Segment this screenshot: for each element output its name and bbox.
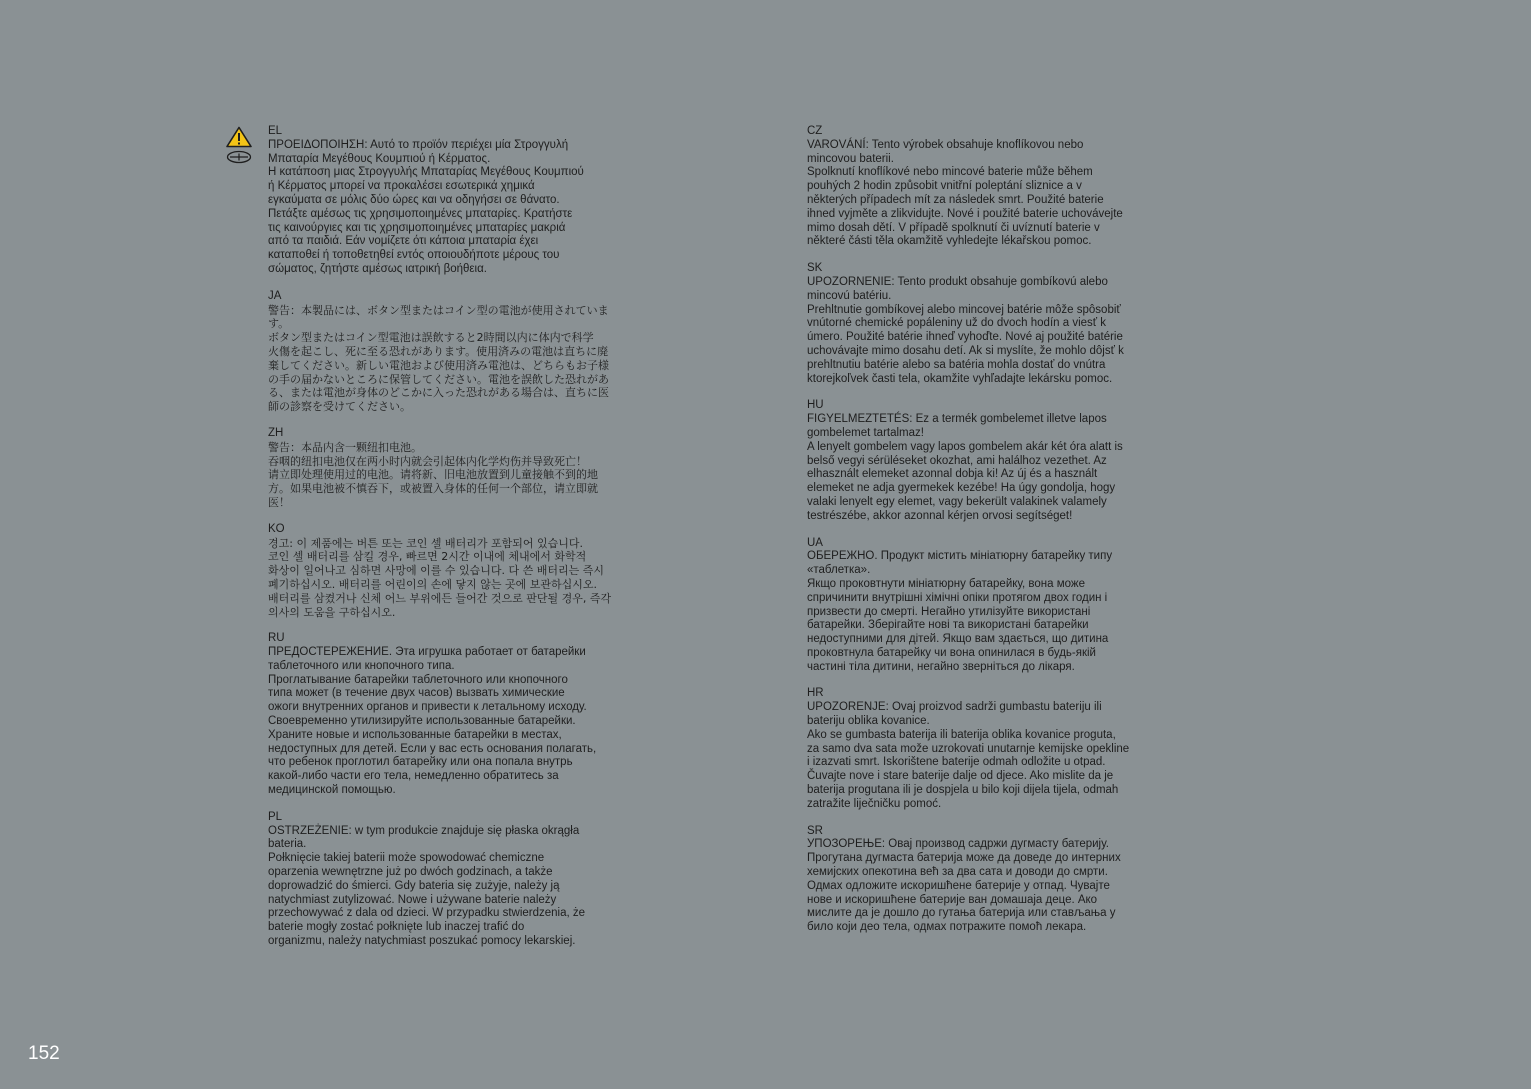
language-section-zh (268, 427, 658, 510)
language-code: HU (807, 399, 824, 412)
language-code: CZ (807, 125, 823, 137)
warning-body: Прогутана дугмаста батерија може да доведе до интерних хемијских опекотина већ за два сата и доводи до смрти. Одмах одложите искоришћене батерије у отпад. Чувајте нове и искоришћене батерије ван домашаја деце. Ако мислите да је дошло до гутања батерија или стављања у било који део тела, одмах потражите помоћ лекара. (807, 852, 1121, 934)
language-code: PL (268, 810, 283, 823)
warning-body: Ako se gumbasta baterija ili baterija oblika kovanice proguta, za samo dva sata može uzrokovati unutarnje kemijske opekline i izazvati smrt. Iskorištene baterije odmah odložite u otpad. Čuvajte nove i stare baterije dalje od djece. Ako mislite da je baterija progutana ili je dospjela u bilo koji dijela tijela, odmah zatražite liječničku pomoć. (807, 728, 1130, 810)
language-section-pl (268, 811, 658, 949)
warning-statement: ОБЕРЕЖНО. Продукт містить мініатюрну батарейку типу «таблетка». (807, 550, 1113, 577)
warning-body: ボタン型またはコイン型電池は誤飲すると2時間以内に体内で科学 火傷を起こし、死に至る恐れがあります。使用済みの電池は直ちに廃 棄してください。新しい電池および使用済み電池は、どちらもお子様 の手の届かないところに保管してください。電池を誤飲した恐れがあ る、または電池が身体のどこかに入った恐れがある場合は、直ちに医 師の診察を受けてください。 (268, 331, 609, 414)
warning-statement: ПРЕДОСТЕРЕЖЕНИЕ. Эта игрушка работает от батарейки таблеточного или кнопочного типа. (268, 646, 586, 672)
warning-statement: 警告：本製品には、ボタン型またはコイン型の電池が使用されていま す。 (268, 303, 609, 331)
warning-statement: OSTRZEŻENIE: w tym produkcie znajduje się płaska okrągła bateria. (268, 824, 580, 851)
language-section-ja (268, 290, 658, 414)
warning-statement: UPOZORNENIE: Tento produkt obsahuje gombíkovú alebo mincovú batériu. (807, 275, 1108, 302)
warning-body: Проглатывание батарейки таблеточного или кнопочного типа может (в течение двух часов) вызвать химические ожоги внутренних органов и привести к летальному исходу. Своевременно утилизируйте использованные батарейки. Храните новые и использованные батарейки в местах, недоступных для детей. Если у вас есть основания полагать, что ребенок проглотил батарейку или она попала внутрь какой-либо части его тела, немедленно обратитесь за медицинской помощью. (268, 673, 597, 797)
language-section-sk (807, 262, 1197, 386)
language-code: SK (807, 262, 823, 275)
warning-body: Spolknutí knoflíkové nebo mincové baterie může během pouhých 2 hodin způsobit vnitřní poleptání sliznice a v některých případech mít za následek smrt. Použité baterie ihned vyjměte a zlikvidujte. Nové i použité baterie uchovávejte mimo dosah dětí. V případě spolknutí či uvíznutí baterie v některé části těla okamžitě vyhledejte lékařskou pomoc. (807, 166, 1123, 248)
warning-body: A lenyelt gombelem vagy lapos gombelem akár két óra alatt is belső vegyi sérüléseket okozhat, ami halálhoz vezethet. Az elhasznált elemeket azonnal dobja ki! Az új és a használt elemeket ne adja gyermekek kezébe! Ha úgy gondolja, hogy valaki lenyelt egy elemet, vagy bekerült valakinek valamely testrészébe, akkor azonnal kérjen orvosi segítséget! (807, 440, 1123, 522)
language-code: JA (268, 289, 282, 302)
warning-body: 吞咽的纽扣电池仅在两小时内就会引起体内化学灼伤并导致死亡！ 请立即处理使用过的电池。请将新、旧电池放置到儿童接触不到的地 方。如果电池被不慎吞下，或被置入身体的任何一个部位，请立即就 医！ (268, 454, 598, 509)
coin-battery-icon (226, 150, 252, 164)
warning-statement: УПОЗОРЕЊЕ: Овај производ садржи дугмасту батерију. (807, 838, 1109, 851)
warning-statement: VAROVÁNÍ: Tento výrobek obsahuje knoflíkovou nebo mincovou baterii. (807, 138, 1084, 165)
language-code: KO (268, 522, 285, 535)
warning-statement: 경고: 이 제품에는 버튼 또는 코인 셀 배터리가 포함되어 있습니다. (268, 536, 583, 550)
language-code: ZH (268, 426, 284, 439)
warning-body: Η κατάποση μιας Στρογγυλής Μπαταρίας Μεγέθους Κουμπιού ή Κέρματος μπορεί να προκαλέσει εσωτερικά χημικά εγκαύματα σε μόλις δύο ώρες και να οδηγήσει σε θάνατο. Πετάξτε αμέσως τις χρησιμοποιημένες μπαταρίες. Κρατήστε τις καινούργιες και τις χρησιμοποιημένες μπαταρίες μακριά από τα παιδιά. Εάν νομίζετε ότι κάποια μπαταρία έχει καταποθεί ή τοποθετηθεί εντός οποιουδήποτε μέρους του σώματος, ζητήστε αμέσως ιατρική βοήθεια. (268, 166, 584, 275)
language-section-sr (807, 825, 1197, 935)
language-section-ua (807, 537, 1197, 675)
warning-body: Якщо проковтнути мініатюрну батарейку, вона може спричинити внутрішні хімічні опіки протягом двох годин і призвести до смерті. Негайно утилізуйте використані батарейки. Зберігайте нові та використані батарейки недоступними для дітей. Якщо вам здається, що дитина проковтнула батарейку чи вона опинилася в будь-якій частині тіла дитини, негайно зверніться до лікаря. (807, 577, 1109, 673)
warning-statement: ΠΡΟΕΙΔΟΠΟΙΗΣΗ: Αυτό το προϊόν περιέχει μία Στρογγυλή Μπαταρία Μεγέθους Κουμπιού ή Κέρματος. (268, 138, 569, 165)
right-column (807, 125, 1197, 948)
page-number: 152 (28, 1043, 60, 1064)
language-section-cz (807, 125, 1197, 249)
warning-statement: 警告：本品内含一颗纽扣电池。 (268, 440, 422, 454)
warning-statement: UPOZORENJE: Ovaj proizvod sadrži gumbastu bateriju ili bateriju oblika kovanice. (807, 701, 1102, 728)
language-section-hu (807, 399, 1197, 523)
language-section-ru (268, 632, 658, 798)
warning-triangle-icon (226, 126, 252, 148)
language-code: HR (807, 687, 824, 700)
language-code: EL (268, 125, 283, 137)
warning-body: Połknięcie takiej baterii może spowodować chemiczne oparzenia wewnętrzne już po dwóch godzinach, a także doprowadzić do śmierci. Gdy bateria się zużyje, należy ją natychmiast zutylizować. Nowe i używane baterie należy przechowywać z dala od dzieci. W przypadku stwierdzenia, że baterie mogły zostać połknięte lub inaczej trafić do organizmu, należy natychmiast poszukać pomocy lekarskiej. (268, 852, 586, 948)
warning-statement: FIGYELMEZTETÉS: Ez a termék gombelemet illetve lapos gombelemet tartalmaz! (807, 413, 1107, 439)
warning-body: Prehltnutie gombíkovej alebo mincovej batérie môže spôsobiť vnútorné chemické popáleniny už do dvoch hodín a viesť k úmero. Použité batérie ihneď vyhoďte. Nové aj použité batérie uchovávajte mimo dosahu detí. Ak si myslíte, že mohlo dôjsť k prehltnutiu batérie alebo sa batéria mohla dostať do vnútra ktorejkoľvek časti tela, okamžite vyhľadajte lekársku pomoc. (807, 303, 1124, 385)
language-section-el (268, 125, 658, 277)
language-section-hr (807, 687, 1197, 811)
warning-body: 코인 셀 배터리를 삼킬 경우, 빠르면 2시간 이내에 체내에서 화학적 화상이 일어나고 심하면 사망에 이를 수 있습니다. 다 쓴 배터리는 즉시 폐기하십시오. 배터리를 어린이의 손에 닿지 않는 곳에 보관하십시오. 배터리를 삼켰거나 신체 어느 부위에든 들어간 것으로 판단될 경우, 즉각 의사의 도움을 구하십시오. (268, 550, 612, 619)
language-code: UA (807, 536, 823, 549)
language-code: RU (268, 632, 285, 645)
language-section-ko (268, 523, 658, 620)
left-column (268, 125, 658, 962)
language-code: SR (807, 824, 823, 837)
warning-icons (226, 126, 252, 164)
